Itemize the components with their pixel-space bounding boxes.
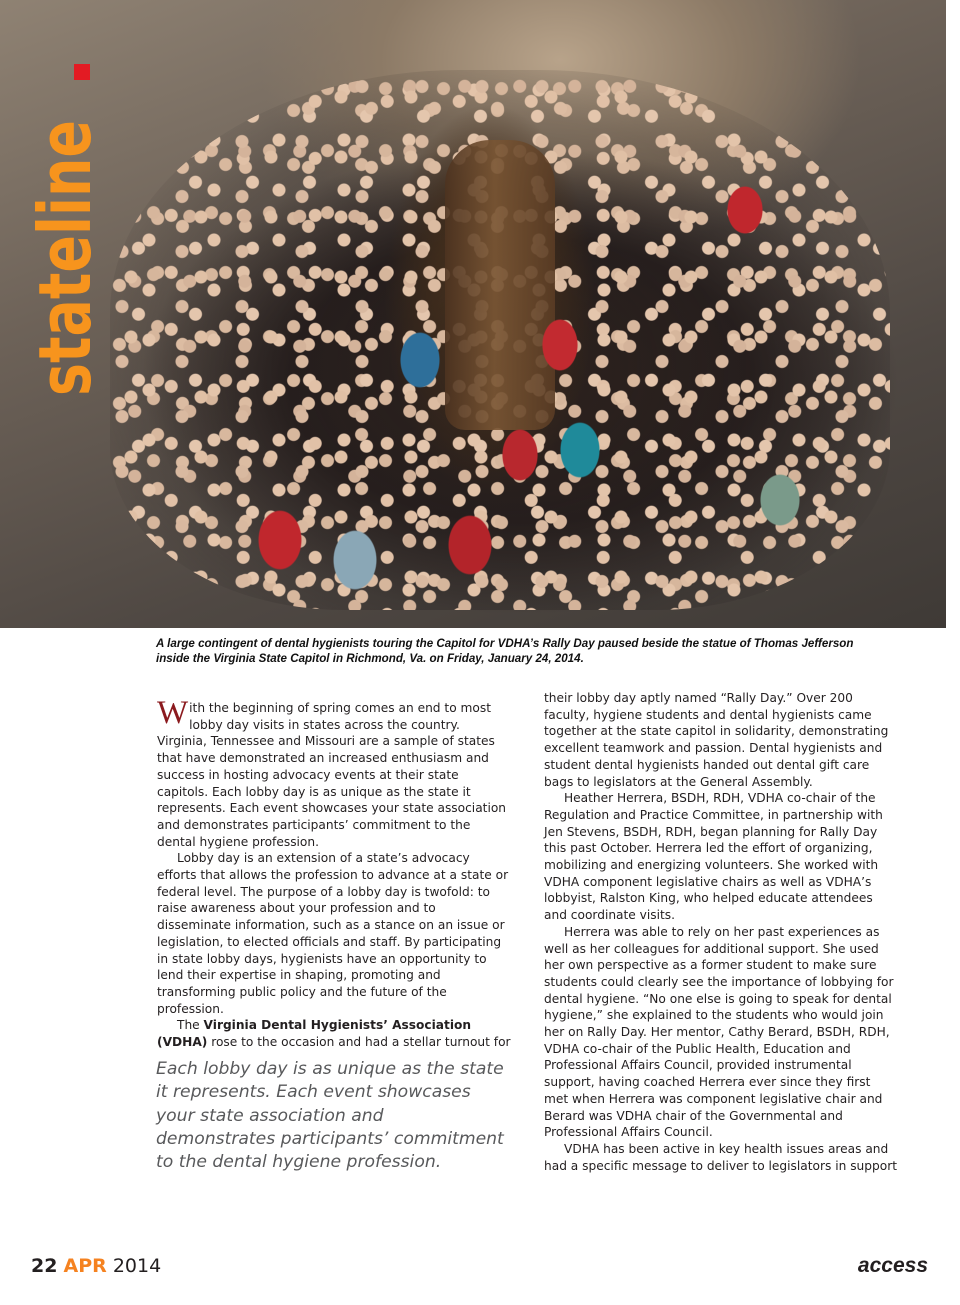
- caption-line-1: A large contingent of dental hygienists touring the Capitol for VDHA’s Rally Day paused beside the statue of Thomas Jefferson: [156, 637, 854, 650]
- section-label-text: stateline: [23, 37, 107, 396]
- issue-year: 2014: [112, 1255, 162, 1277]
- drop-cap: W: [157, 695, 189, 731]
- pull-quote-text: Each lobby day is as unique as the state it represents. Each event showcases your state association and demonstrates participants’ commitment to the dental hygiene profession.: [156, 1059, 504, 1173]
- clothing-accents: [0, 0, 946, 628]
- section-label-svg: [23, 37, 107, 400]
- group-photo: [0, 0, 946, 628]
- vdha-name: Virginia Dental Hygienists’ Association (VDHA): [157, 1018, 472, 1050]
- left-paragraph-1-text: ith the beginning of spring comes an end to most lobby day visits in states across the country. Virginia, Tennessee and Missouri are a sample of states that have demonstrated an increased enthusiasm and success in hosting advocacy events at their state capitols. Each lobby day is as unique as the state it represents. Each event showcases your state association and demonstrates participants’ commitment to the dental hygiene profession.: [157, 701, 507, 849]
- right-paragraph-4: VDHA has been active in key health issues areas and had a specific message to deliver to legislators in support: [544, 1141, 897, 1173]
- left-paragraph-1: [157, 695, 512, 850]
- page-folio: [31, 1255, 161, 1277]
- right-paragraph-2: Heather Herrera, BSDH, RDH, VDHA co-chair of the Regulation and Practice Committee, in partnership with Jen Stevens, BSDH, RDH, began planning for Rally Day this past October. Herrera led the effort of organizing, mobilizing and energizing volunteers. She worked with VDHA component legislative chairs as well as VDHA’s lobbyist, Ralston King, who helped educate attendees and coordinate visits.: [544, 791, 883, 923]
- accent-square: [74, 64, 90, 80]
- caption-line-2: inside the Virginia State Capitol in Richmond, Va. on Friday, January 24, 2014.: [156, 652, 584, 665]
- section-label: [23, 37, 107, 400]
- photo-caption: [156, 636, 916, 666]
- left-paragraph-3: [157, 1017, 512, 1050]
- page-number: 22: [31, 1255, 58, 1277]
- issue-month: APR: [63, 1255, 107, 1277]
- left-paragraph-2: Lobby day is an extension of a state’s advocacy efforts that allows the profession to advance at a state or federal level. The purpose of a lobby day is twofold: to raise awareness about your profession and to disseminate information, such as a stance on an issue or legislation, to elected officials and staff. By participating in state lobby days, hygienists have an opportunity to lend their expertise in shaping, promoting and transforming public policy and the future of the profession.: [157, 851, 509, 1016]
- right-paragraph-1: their lobby day aptly named “Rally Day.” Over 200 faculty, hygiene students and dental hygienists came together at the state capitol in solidarity, demonstrating excellent teamwork and passion. Dental hygienists and student dental hygienists handed out dental gift care bags to legislators at the General Assembly.: [544, 691, 889, 789]
- left-paragraph-3-prefix: The: [177, 1018, 204, 1033]
- right-column: [544, 690, 898, 1174]
- left-column: [157, 695, 512, 1051]
- right-paragraph-3: Herrera was able to rely on her past experiences as well as her colleagues for additional support. She used her own perspective as a former student to make sure students could clearly see the importance of lobbying for dental hygiene. “No one else is going to speak for dental hygiene,” she explained to the students who would join her on Rally Day. Her mentor, Cathy Berard, BSDH, RDH, VDHA co-chair of the Public Health, Education and Professional Affairs Council, provided instrumental support, having coached Herrera ever since they first met when Herrera was component legislative chair and Berard was VDHA chair of the Governmental and Professional Affairs Council.: [544, 924, 894, 1140]
- left-paragraph-3-rest: rose to the occasion and had a stellar turnout for: [207, 1035, 511, 1050]
- magazine-brand: access: [857, 1254, 928, 1277]
- pull-quote: [156, 1058, 506, 1174]
